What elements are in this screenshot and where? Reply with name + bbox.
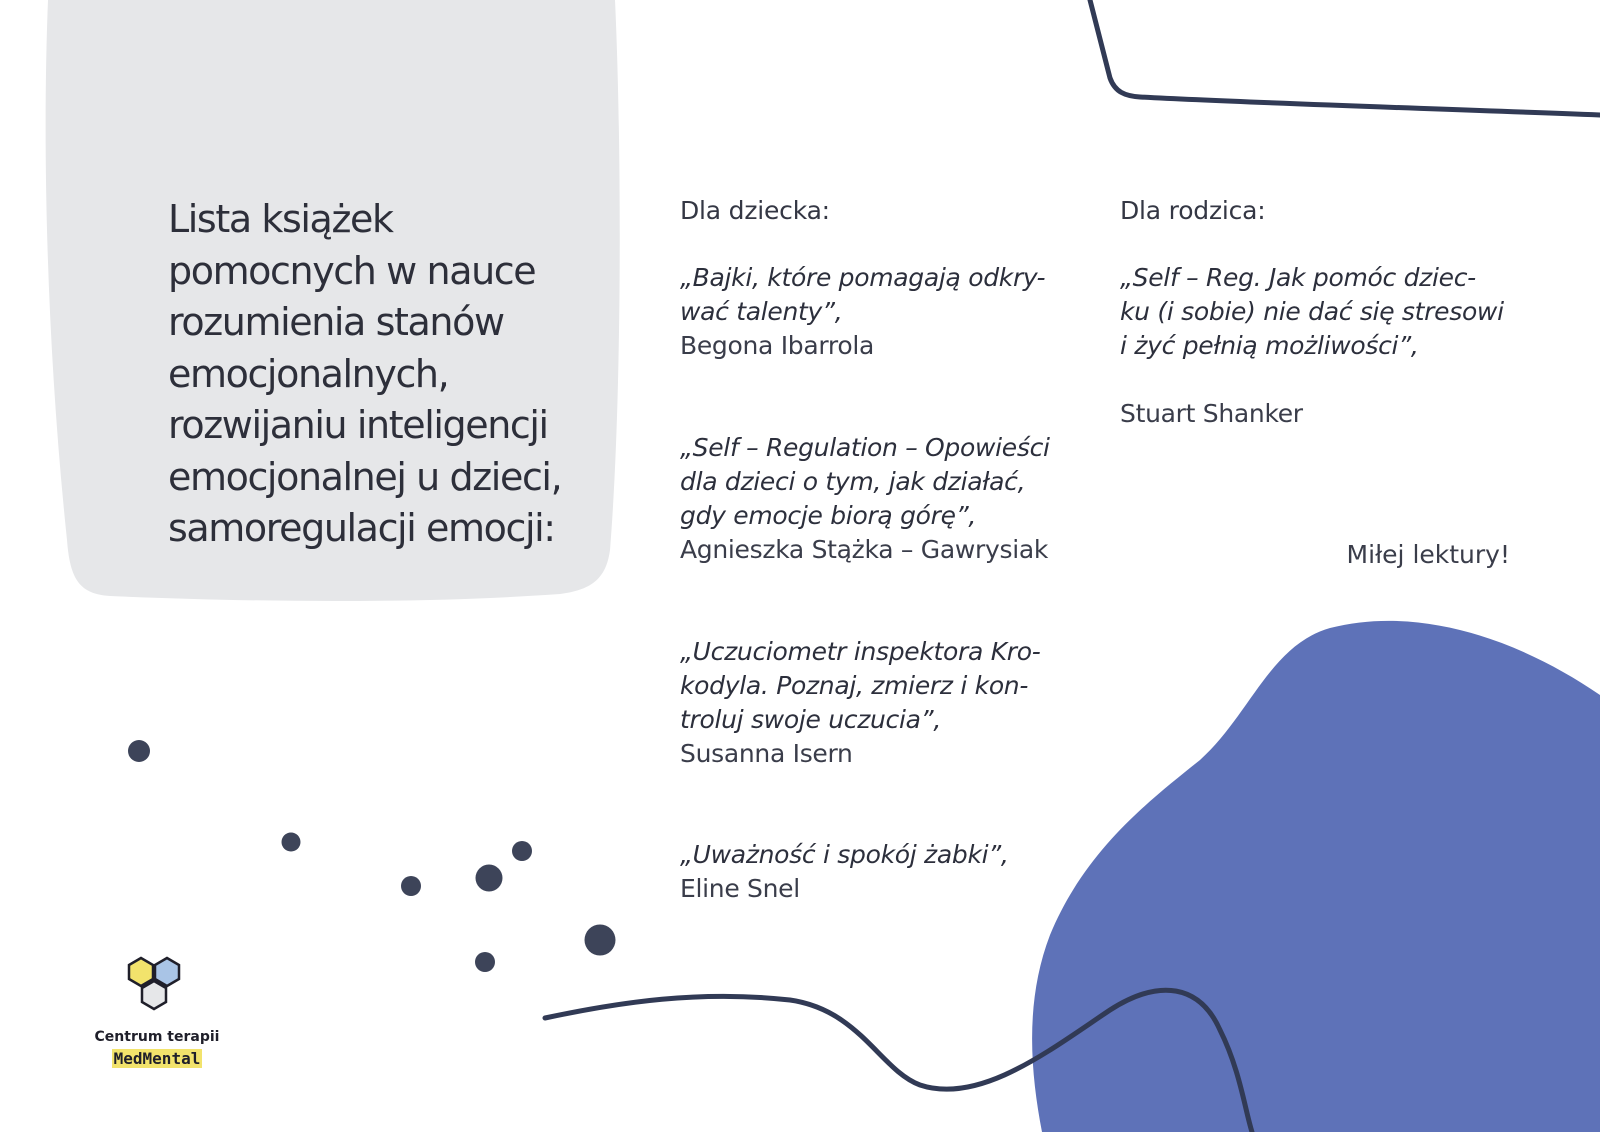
- dot: [512, 841, 532, 861]
- book-entry: [1120, 261, 1510, 431]
- logo: [92, 956, 222, 1069]
- book-title: „Uczuciometr inspektora Kro-: [680, 637, 1041, 666]
- hexagon-cluster-icon: [122, 956, 192, 1020]
- logo-brand: MedMental: [113, 1049, 201, 1068]
- child-books-column: [680, 196, 1072, 906]
- dot: [585, 925, 616, 956]
- title-line: emocjonalnych,: [168, 351, 449, 396]
- parent-books-column: [1120, 196, 1510, 431]
- book-author: Stuart Shanker: [1120, 399, 1303, 428]
- book-title: „Uważność i spokój żabki”,: [680, 840, 1009, 869]
- book-entry: [680, 431, 1072, 567]
- blue-blob: [1032, 621, 1600, 1132]
- logo-text: Centrum terapii: [94, 1029, 220, 1045]
- dot: [282, 833, 301, 852]
- book-entry: [680, 635, 1072, 771]
- book-title: „Self – Reg. Jak pomóc dziec-: [1120, 263, 1476, 292]
- book-title: troluj swoje uczucia”,: [680, 705, 941, 734]
- book-title: „Bajki, które pomagają odkry-: [680, 263, 1046, 292]
- book-author: Susanna Isern: [680, 739, 853, 768]
- book-title: dla dzieci o tym, jak działać,: [680, 467, 1026, 496]
- book-author: Eline Snel: [680, 874, 800, 903]
- top-curve-line: [1090, 0, 1600, 115]
- dot: [128, 740, 150, 762]
- title-line: pomocnych w nauce: [168, 248, 536, 293]
- parent-heading: Dla rodzica:: [1120, 196, 1266, 225]
- title-line: samoregulacji emocji:: [168, 506, 555, 550]
- child-heading: Dla dziecka:: [680, 196, 830, 225]
- dot: [401, 876, 421, 896]
- title-line: Lista książek: [168, 197, 393, 241]
- title-line: rozwijaniu inteligencji: [168, 403, 548, 447]
- page-title: [168, 194, 598, 555]
- book-author: Begona Ibarrola: [680, 331, 874, 360]
- book-title: ku (i sobie) nie dać się stresowi: [1120, 297, 1504, 326]
- book-title: wać talenty”,: [680, 297, 843, 326]
- book-entry: [680, 261, 1072, 363]
- title-line: emocjonalnej u dzieci,: [168, 454, 562, 499]
- book-entry: [680, 838, 1072, 906]
- book-title: kodyla. Poznaj, zmierz i kon-: [680, 671, 1029, 700]
- title-line: rozumienia stanów: [168, 300, 504, 344]
- book-title: gdy emocje biorą górę”,: [680, 501, 977, 530]
- dot-cluster: [128, 740, 616, 972]
- dot: [476, 865, 503, 892]
- dot: [475, 952, 495, 972]
- book-title: i żyć pełnią możliwości”,: [1120, 331, 1419, 360]
- book-title: „Self – Regulation – Opowieści: [680, 433, 1050, 462]
- closing-text: Miłej lektury!: [1346, 540, 1510, 569]
- book-author: Agnieszka Stążka – Gawrysiak: [680, 535, 1049, 564]
